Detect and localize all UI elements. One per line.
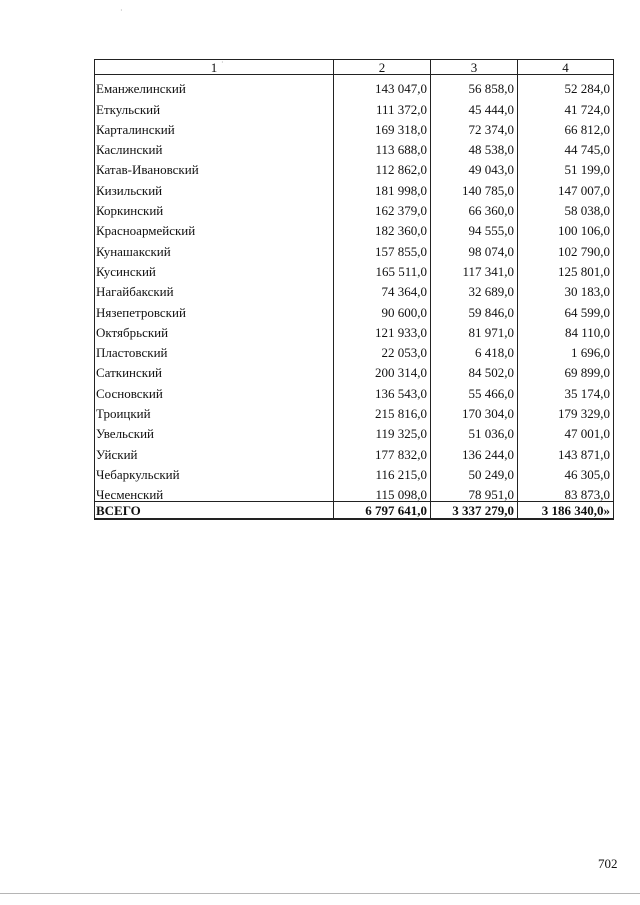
value-cell-col2: 157 855,0	[334, 237, 431, 257]
value-cell-col4: 179 329,0	[518, 400, 614, 420]
value-cell-col3: 81 971,0	[431, 319, 518, 339]
value-cell-col4: 47 001,0	[518, 420, 614, 440]
scan-speck: ·	[221, 58, 224, 67]
value-cell-col2: 112 862,0	[334, 156, 431, 176]
value-cell-col4: 44 745,0	[518, 136, 614, 156]
value-cell-col3: 136 244,0	[431, 440, 518, 460]
table-row	[95, 258, 614, 278]
value-cell-col4: 51 199,0	[518, 156, 614, 176]
table-row	[95, 237, 614, 257]
value-cell-col3: 3 337 279,0	[431, 502, 518, 520]
column-header: 3	[431, 60, 518, 75]
value-cell-col2: 215 816,0	[334, 400, 431, 420]
table-row	[95, 359, 614, 379]
value-cell-col3: 170 304,0	[431, 400, 518, 420]
value-cell-col4: 46 305,0	[518, 461, 614, 481]
value-cell-col3: 59 846,0	[431, 298, 518, 318]
column-header: 4	[518, 60, 614, 75]
value-cell-col2: 111 372,0	[334, 95, 431, 115]
value-cell-col2: 90 600,0	[334, 298, 431, 318]
value-cell-col4: 1 696,0	[518, 339, 614, 359]
value-cell-col3: 51 036,0	[431, 420, 518, 440]
table-row	[95, 298, 614, 318]
value-cell-col3: 140 785,0	[431, 176, 518, 196]
budget-table	[94, 59, 614, 520]
district-name-cell: Нязепетровский	[95, 298, 334, 318]
value-cell-col3: 50 249,0	[431, 461, 518, 481]
district-name-cell: Пластовский	[95, 339, 334, 359]
table-row	[95, 156, 614, 176]
table-row	[95, 481, 614, 502]
value-cell-col3: 98 074,0	[431, 237, 518, 257]
table-row	[95, 136, 614, 156]
district-name-cell: ВСЕГО	[95, 502, 334, 520]
value-cell-col4: 125 801,0	[518, 258, 614, 278]
district-name-cell: Уйский	[95, 440, 334, 460]
district-name-cell: Нагайбакский	[95, 278, 334, 298]
value-cell-col3: 72 374,0	[431, 116, 518, 136]
value-cell-col4: 143 871,0	[518, 440, 614, 460]
value-cell-col2: 6 797 641,0	[334, 502, 431, 520]
table-body	[95, 75, 614, 520]
table-row	[95, 278, 614, 298]
total-row	[95, 502, 614, 520]
value-cell-col2: 200 314,0	[334, 359, 431, 379]
budget-table-container	[94, 59, 613, 520]
district-name-cell: Сосновский	[95, 379, 334, 399]
value-cell-col3: 45 444,0	[431, 95, 518, 115]
value-cell-col3: 56 858,0	[431, 75, 518, 96]
district-name-cell: Увельский	[95, 420, 334, 440]
value-cell-col2: 119 325,0	[334, 420, 431, 440]
table-row	[95, 197, 614, 217]
table-row	[95, 176, 614, 196]
table-row	[95, 461, 614, 481]
table-row	[95, 116, 614, 136]
table-row	[95, 75, 614, 96]
value-cell-col2: 22 053,0	[334, 339, 431, 359]
district-name-cell: Коркинский	[95, 197, 334, 217]
value-cell-col4: 41 724,0	[518, 95, 614, 115]
table-row	[95, 95, 614, 115]
district-name-cell: Еткульский	[95, 95, 334, 115]
value-cell-col4: 84 110,0	[518, 319, 614, 339]
value-cell-col4: 30 183,0	[518, 278, 614, 298]
value-cell-col2: 162 379,0	[334, 197, 431, 217]
value-cell-col2: 169 318,0	[334, 116, 431, 136]
value-cell-col4: 35 174,0	[518, 379, 614, 399]
value-cell-col4: 100 106,0	[518, 217, 614, 237]
table-row	[95, 440, 614, 460]
district-name-cell: Каслинский	[95, 136, 334, 156]
table-row	[95, 420, 614, 440]
page-number: 702	[598, 856, 618, 871]
value-cell-col3: 84 502,0	[431, 359, 518, 379]
header-row	[95, 60, 614, 75]
value-cell-col3: 6 418,0	[431, 339, 518, 359]
table-row	[95, 379, 614, 399]
value-cell-col3: 117 341,0	[431, 258, 518, 278]
district-name-cell: Кунашакский	[95, 237, 334, 257]
district-name-cell: Чебаркульский	[95, 461, 334, 481]
page-bottom-rule	[0, 893, 640, 894]
value-cell-col4: 69 899,0	[518, 359, 614, 379]
value-cell-col3: 78 951,0	[431, 481, 518, 502]
value-cell-col3: 94 555,0	[431, 217, 518, 237]
table-row	[95, 319, 614, 339]
table-row	[95, 217, 614, 237]
scan-speck: ·	[120, 6, 123, 15]
value-cell-col2: 136 543,0	[334, 379, 431, 399]
value-cell-col2: 182 360,0	[334, 217, 431, 237]
value-cell-col2: 121 933,0	[334, 319, 431, 339]
district-name-cell: Красноармейский	[95, 217, 334, 237]
value-cell-col4: 102 790,0	[518, 237, 614, 257]
value-cell-col2: 143 047,0	[334, 75, 431, 96]
district-name-cell: Карталинский	[95, 116, 334, 136]
district-name-cell: Троицкий	[95, 400, 334, 420]
district-name-cell: Еманжелинский	[95, 75, 334, 96]
value-cell-col3: 66 360,0	[431, 197, 518, 217]
value-cell-col3: 32 689,0	[431, 278, 518, 298]
district-name-cell: Чесменский	[95, 481, 334, 502]
value-cell-col2: 116 215,0	[334, 461, 431, 481]
value-cell-col3: 49 043,0	[431, 156, 518, 176]
value-cell-col4: 52 284,0	[518, 75, 614, 96]
district-name-cell: Саткинский	[95, 359, 334, 379]
value-cell-col2: 113 688,0	[334, 136, 431, 156]
column-header: 1	[95, 60, 334, 75]
value-cell-col3: 48 538,0	[431, 136, 518, 156]
value-cell-col4: 83 873,0	[518, 481, 614, 502]
value-cell-col2: 74 364,0	[334, 278, 431, 298]
column-header: 2	[334, 60, 431, 75]
value-cell-col2: 181 998,0	[334, 176, 431, 196]
table-row	[95, 400, 614, 420]
value-cell-col3: 55 466,0	[431, 379, 518, 399]
value-cell-col2: 165 511,0	[334, 258, 431, 278]
value-cell-col2: 177 832,0	[334, 440, 431, 460]
value-cell-col4: 147 007,0	[518, 176, 614, 196]
value-cell-col4: 64 599,0	[518, 298, 614, 318]
district-name-cell: Кусинский	[95, 258, 334, 278]
district-name-cell: Кизильский	[95, 176, 334, 196]
table-row	[95, 339, 614, 359]
district-name-cell: Октябрьский	[95, 319, 334, 339]
value-cell-col4: 3 186 340,0»	[518, 502, 614, 520]
district-name-cell: Катав-Ивановский	[95, 156, 334, 176]
value-cell-col2: 115 098,0	[334, 481, 431, 502]
value-cell-col4: 66 812,0	[518, 116, 614, 136]
value-cell-col4: 58 038,0	[518, 197, 614, 217]
